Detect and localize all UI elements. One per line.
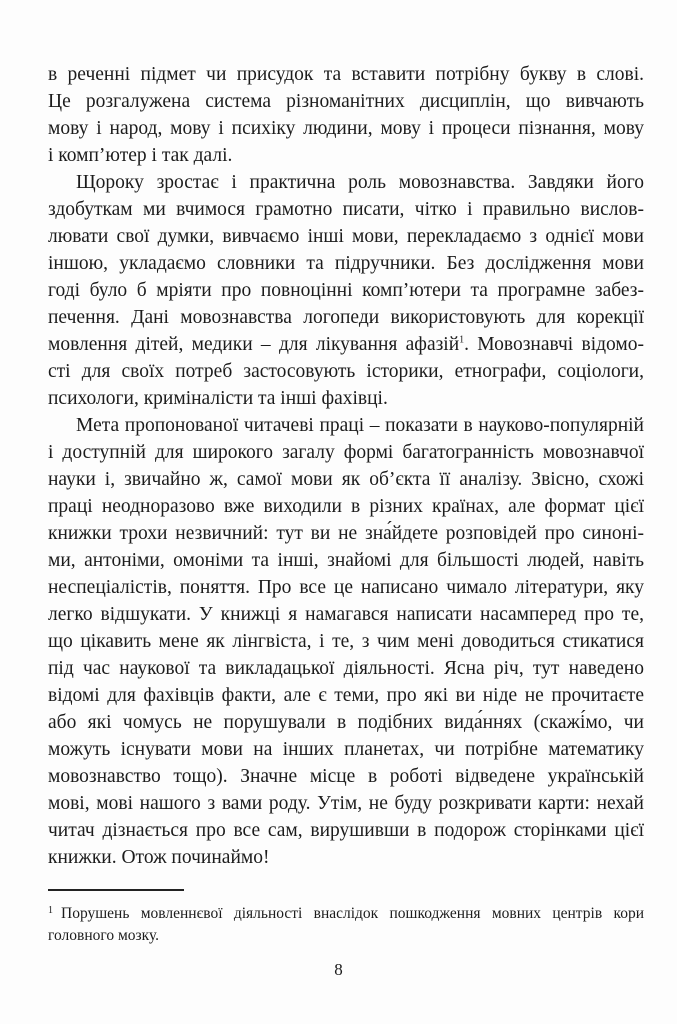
text-line [48, 520, 644, 547]
line-text: Мета пропонованої читачеві праці – показати в науково-популярній [76, 415, 644, 436]
text-line [48, 547, 644, 574]
line-text: неспеціалістів, поняття. Про все це написано чимало літератури, яку [48, 577, 644, 598]
text-line [48, 736, 644, 763]
line-text: лювати свої думки, вивчаємо інші мови, перекладаємо з однієї мови [48, 226, 644, 247]
line-text: можуть існувати мови на інших планетах, чи потрібне математику [48, 739, 644, 760]
text-line [48, 304, 644, 331]
text-line [48, 574, 644, 601]
footnote-mark: 1 [48, 905, 53, 916]
line-text: сті для своїх потреб застосовують історики, етнографи, соціологи, [48, 361, 644, 382]
text-line [48, 223, 644, 250]
line-text: або які чомусь не порушували в подібних вида́ннях (скажі́мо, чи [48, 712, 644, 733]
line-text: читач дізнається про все сам, вирушивши в подорож сторінками цієї [48, 820, 644, 841]
footnote-text: головного мозку. [48, 927, 160, 944]
text-line [48, 169, 644, 196]
text-line [48, 709, 644, 736]
footnote-reference[interactable]: 1 [459, 334, 465, 346]
line-text: мові, мові нашого з вами роду. Утім, не буду розкривати карти: нехай [48, 793, 644, 814]
text-line [48, 466, 644, 493]
text-line [48, 142, 644, 169]
line-text: що цікавить мене як лінгвіста, і те, з чим мені доводиться стикатися [48, 631, 644, 652]
line-text: психологи, криміналісти та інші фахівці. [48, 388, 388, 409]
text-line [48, 763, 644, 790]
footnote-line [48, 903, 644, 925]
text-line [48, 655, 644, 682]
text-line [48, 196, 644, 223]
line-text: мовознавство тощо). Значне місце в роботі відведене українській [48, 766, 644, 787]
line-text: . Мовознавчі відомо- [464, 334, 644, 355]
line-text: Це розгалужена система різноманітних дисциплін, що вивчають [48, 91, 644, 112]
text-line [48, 277, 644, 304]
text-line [48, 331, 644, 358]
footnote [48, 903, 644, 947]
line-text: легко відшукати. У книжці я намагався написати насамперед про те, [48, 604, 644, 625]
line-text: книжки. Отож починаймо! [48, 847, 270, 868]
text-line [48, 385, 644, 412]
text-line [48, 493, 644, 520]
line-text: науки і, звичайно ж, самої мови як об’єкта її аналізу. Звісно, схожі [48, 469, 644, 490]
text-line [48, 358, 644, 385]
line-text: мову і народ, мову і психіку людини, мову і процеси пізнання, мову [48, 118, 644, 139]
page-number: 8 [334, 960, 343, 979]
text-line [48, 628, 644, 655]
text-line [48, 115, 644, 142]
line-text: книжки трохи незвичний: тут ви не зна́йдете розповідей про синоні- [48, 523, 644, 544]
line-text: годі було б мріяти про повноцінні комп’ютери та програмне забез- [48, 280, 644, 301]
text-line [48, 439, 644, 466]
line-text: і доступній для широкого загалу формі багатогранність мовознавчої [48, 442, 644, 463]
text-line [48, 601, 644, 628]
text-line [48, 250, 644, 277]
line-text: печення. Дані мовознавства логопеди використовують для корекції [48, 307, 644, 328]
line-text: Щороку зростає і практична роль мовознавства. Завдяки його [76, 172, 644, 193]
line-text: під час наукової та викладацької діяльності. Ясна річ, тут наведено [48, 658, 644, 679]
line-text: здобуткам ми вчимося грамотно писати, чітко і правильно вислов- [48, 199, 644, 220]
line-text: і комп’ютер і так далі. [48, 145, 233, 166]
footnote-text: Порушень мовленнєвої діяльності внаслідок пошкодження мовних центрів кори [61, 905, 644, 922]
footnote-divider [48, 889, 184, 891]
text-line [48, 817, 644, 844]
line-text: в реченні підмет чи присудок та вставити потрібну букву в слові. [48, 64, 644, 85]
text-line [48, 88, 644, 115]
text-line [48, 61, 644, 88]
text-line [48, 412, 644, 439]
text-line [48, 682, 644, 709]
line-text: іншою, укладаємо словники та підручники. Без дослідження мови [48, 253, 644, 274]
line-text: праці неодноразово вже виходили в різних країнах, але формат цієї [48, 496, 644, 517]
text-line [48, 844, 644, 871]
body-text [48, 61, 644, 871]
footnote-line [48, 925, 644, 947]
line-text: відомі для фахівців факти, але є теми, про які ви ніде не прочитаєте [48, 685, 644, 706]
text-line [48, 790, 644, 817]
line-text: ми, антоніми, омоніми та інші, знайомі для більшості людей, навіть [48, 550, 644, 571]
line-text: мовлення дітей, медики – для лікування афазій [48, 334, 460, 355]
